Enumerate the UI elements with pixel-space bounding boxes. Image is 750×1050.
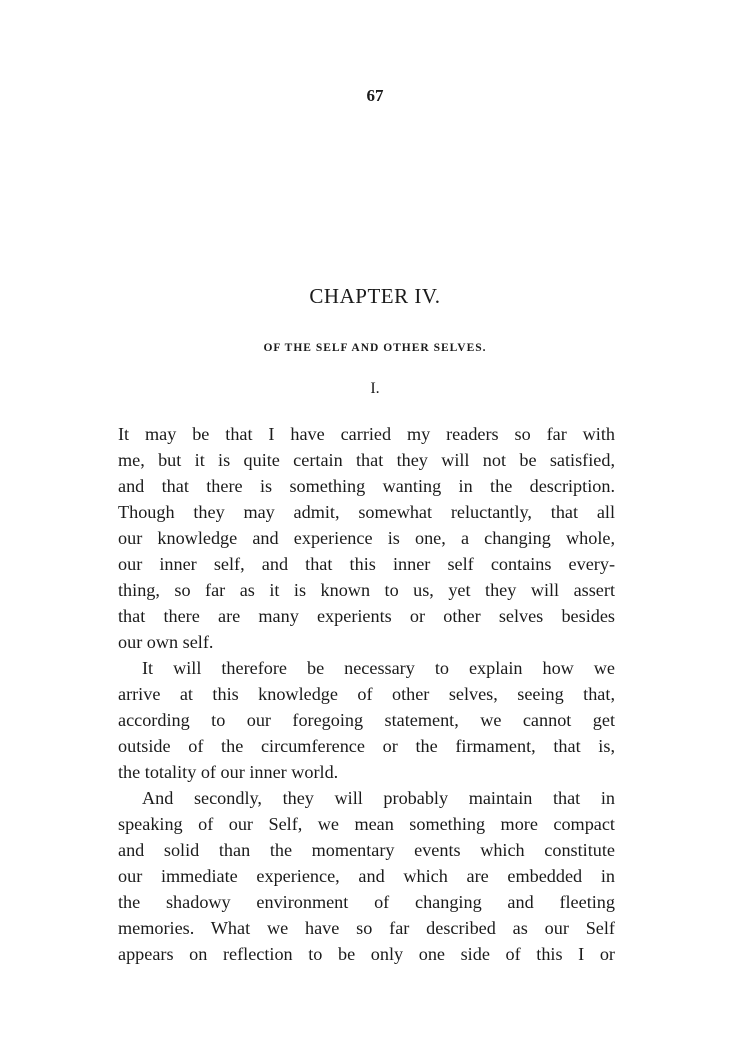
- text-line: the totality of our inner world.: [118, 762, 339, 782]
- text-line: the shadowy environment of changing and fleeting: [118, 892, 615, 912]
- text-line: that there are many experients or other selves besides: [118, 606, 615, 626]
- text-line: Though they may admit, somewhat reluctantly, that all: [118, 502, 615, 522]
- text-line: And secondly, they will probably maintain that in: [142, 788, 615, 808]
- text-line: me, but it is quite certain that they will not be satisfied,: [118, 450, 615, 470]
- text-line: and that there is something wanting in the description.: [118, 476, 615, 496]
- text-line: thing, so far as it is known to us, yet they will assert: [118, 580, 615, 600]
- text-line: our knowledge and experience is one, a changing whole,: [118, 528, 615, 548]
- paragraph-1: [118, 421, 615, 655]
- text-line: It may be that I have carried my readers so far with: [118, 424, 615, 444]
- paragraph-2: [118, 655, 615, 785]
- page-number-text: 67: [366, 86, 384, 105]
- page-number: [0, 86, 750, 106]
- text-line: memories. What we have so far described as our Self: [118, 918, 615, 938]
- body-text: [118, 421, 615, 967]
- text-line: appears on reflection to be only one side of this I or: [118, 944, 615, 964]
- text-line: arrive at this knowledge of other selves, seeing that,: [118, 684, 615, 704]
- text-line: It will therefore be necessary to explain how we: [142, 658, 615, 678]
- chapter-title: CHAPTER IV.: [309, 284, 441, 308]
- text-line: according to our foregoing statement, we cannot get: [118, 710, 615, 730]
- text-line: our inner self, and that this inner self contains every-: [118, 554, 615, 574]
- paragraph-3: [118, 785, 615, 967]
- text-line: and solid than the momentary events which constitute: [118, 840, 615, 860]
- text-line: speaking of our Self, we mean something more compact: [118, 814, 615, 834]
- text-line: our own self.: [118, 632, 214, 652]
- section-number: I.: [370, 380, 380, 397]
- chapter-subtitle: OF THE SELF AND OTHER SELVES.: [263, 342, 487, 354]
- text-line: outside of the circumference or the firmament, that is,: [118, 736, 615, 756]
- text-line: our immediate experience, and which are embedded in: [118, 866, 615, 886]
